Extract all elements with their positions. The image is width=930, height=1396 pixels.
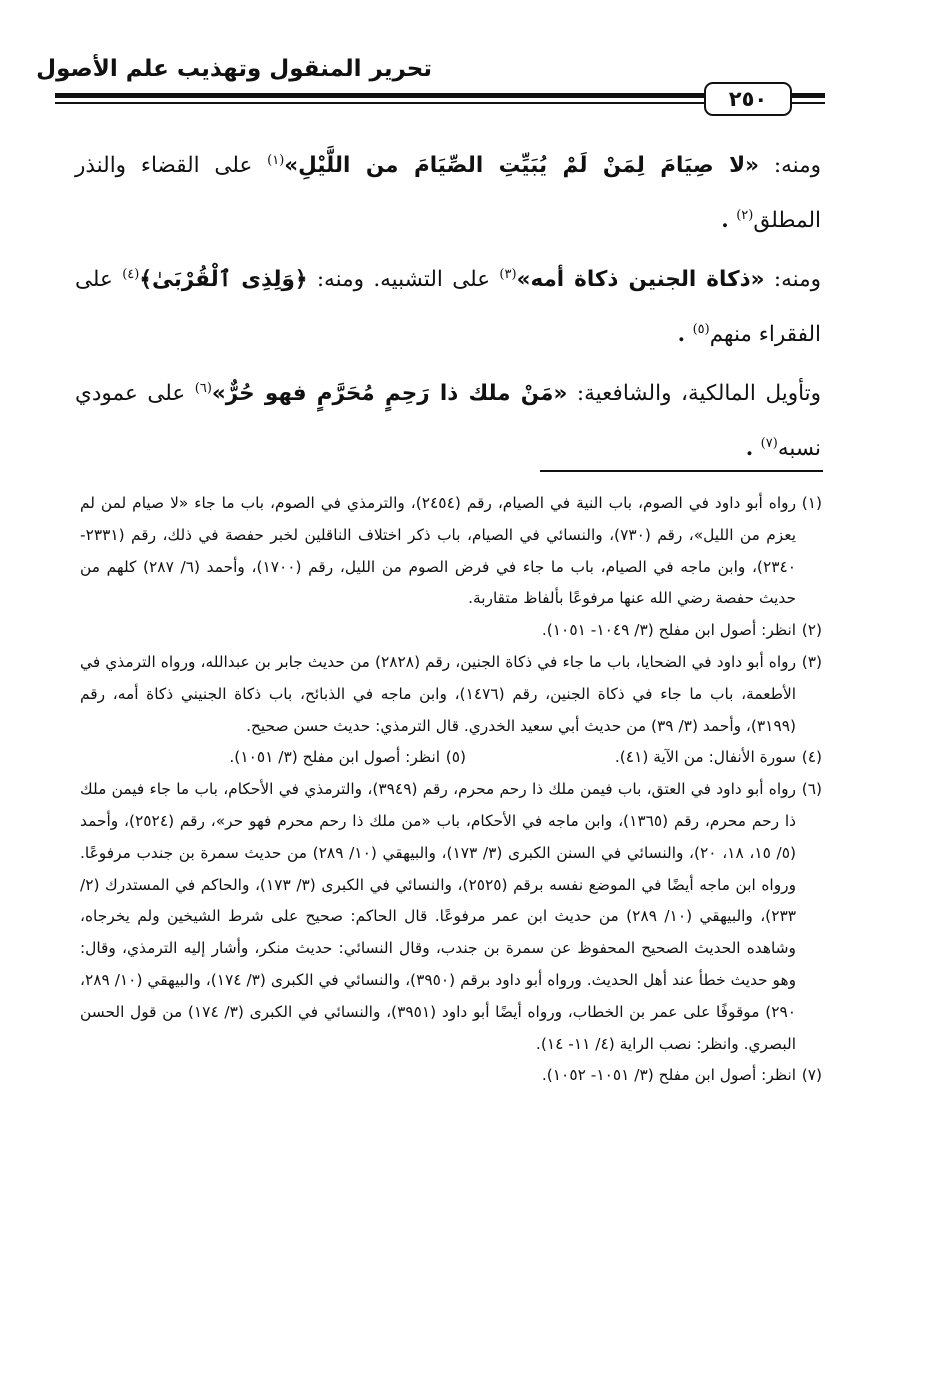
page-header	[0, 0, 930, 130]
p1-text: على القضاء والنذر المطلق	[75, 153, 821, 233]
p2-text-end: على الفقراء منهم	[75, 267, 821, 347]
footnote-ref-1[interactable]: (١)	[267, 152, 285, 168]
footnote-ref-4[interactable]: (٤)	[122, 266, 140, 282]
p2-quran-quote: ﴿وَلِذِى ٱلْقُرْبَىٰ﴾	[139, 267, 308, 292]
footnote-5	[80, 742, 466, 774]
main-text	[75, 138, 821, 480]
footnote-number: (٢)	[801, 621, 822, 640]
footnote-2	[80, 615, 822, 647]
footnote-ref-3[interactable]: (٣)	[499, 266, 517, 282]
p2-text-mid: على التشبيه. ومنه:	[307, 267, 500, 292]
footnote-text: رواه أبو داود في العتق، باب فيمن ملك ذا رحم محرم، رقم (٣٩٤٩)، والترمذي في الأحكام، باب ما جاء فيمن ملك ذا رحم محرم، رقم (١٣٦٥)، وابن ماجه في الأحكام، باب «من ملك ذا رحم محرم فهو حر»، رقم (٢٥٢٤)، وأحمد (٥/ ١٥، ١٨، ٢٠)، والنسائي في السنن الكبرى (٣/ ١٧٣)، والبيهقي (١٠/ ٢٨٩) من حديث سمرة بن جندب مرفوعًا. ورواه ابن ماجه أيضًا في الموضع نفسه برقم (٢٥٢٥)، والنسائي في الكبرى (٣/ ١٧٣)، والحاكم في المستدرك (٢/ ٢٣٣)، والبيهقي (١٠/ ٢٨٩) من حديث ابن عمر مرفوعًا. قال الحاكم: صحيح على شرط الشيخين ولم يخرجاه، وشاهده الحديث الصحيح المحفوظ عن سمرة بن جندب، وقال النسائي: حديث منكر، وأشار إليه الترمذي، وقال: وهو حديث خطأ عند أهل الحديث. ورواه أبو داود برقم (٣٩٥٠)، والنسائي في الكبرى (٣/ ١٧٤)، والبيهقي (١٠/ ٢٨٩، ٢٩٠) موقوفًا على عمر بن الخطاب، ورواه أيضًا أبو داود (٣٩٥١)، والنسائي في الكبرى (٣/ ١٧٤) من قول الحسن البصري. وانظر: نصب الراية (٤/ ١١- ١٤).	[80, 780, 797, 1053]
p3-prefix: وتأويل المالكية، والشافعية:	[567, 381, 822, 406]
footnotes	[80, 488, 822, 1092]
footnote-1	[80, 488, 822, 615]
footnote-number: (٤)	[801, 748, 822, 767]
footnote-separator	[540, 470, 823, 472]
footnote-number: (٦)	[801, 780, 822, 799]
page-number: ٢٥٠	[704, 82, 792, 116]
p2-end: .	[677, 322, 693, 347]
p1-end: .	[721, 208, 737, 233]
footnote-number: (٥)	[445, 748, 466, 767]
paragraph-2	[75, 252, 821, 362]
footnote-number: (٧)	[801, 1066, 822, 1085]
footnote-ref-7[interactable]: (٧)	[760, 435, 778, 451]
footnote-text: انظر: أصول ابن مفلح (٣/ ١٠٤٩- ١٠٥١).	[541, 621, 796, 640]
footnote-text: رواه أبو داود في الصوم، باب النية في الصيام، رقم (٢٤٥٤)، والترمذي في الصوم، باب ما جاء «لا صيام لمن لم يعزم من الليل»، رقم (٧٣٠)، والنسائي في الصيام، باب ذكر اختلاف الناقلين لخبر حفصة في ذلك، رقم (٢٣٣١- ٢٣٤٠)، وابن ماجه في الصيام، باب ما جاء في فرض الصوم من الليل، رقم (١٧٠٠)، وأحمد (٦/ ٢٨٧) كلهم من حديث حفصة رضي الله عنها مرفوعًا بألفاظ متقاربة.	[80, 494, 797, 608]
p2-prefix: ومنه:	[764, 267, 822, 292]
footnote-text: سورة الأنفال: من الآية (٤١).	[614, 748, 796, 767]
p1-hadith-quote: «لا صِيَامَ لِمَنْ لَمْ يُبَيِّتِ الصِّيَامَ من اللَّيْلِ»	[284, 153, 760, 178]
footnote-7	[80, 1060, 822, 1092]
footnote-text: انظر: أصول ابن مفلح (٣/ ١٠٥١).	[229, 748, 440, 767]
p2-hadith-quote: «ذكاة الجنين ذكاة أمه»	[516, 267, 765, 292]
footnote-6	[80, 774, 822, 1060]
footnote-text: رواه أبو داود في الضحايا، باب ما جاء في ذكاة الجنين، رقم (٢٨٢٨) من حديث جابر بن عبدالله، ورواه الترمذي في الأطعمة، باب ما جاء في ذكاة الجنين، رقم (١٤٧٦)، وابن ماجه في الذبائح، باب ذكاة الجنيني ذكاة أمه، رقم (٣١٩٩)، وأحمد (٣/ ٣٩) من حديث أبي سعيد الخدري. قال الترمذي: حديث حسن صحيح.	[80, 652, 797, 735]
p3-text: على عمودي نسبه	[75, 381, 821, 461]
footnote-ref-6[interactable]: (٦)	[194, 380, 212, 396]
paragraph-3	[75, 366, 821, 476]
footnote-ref-2[interactable]: (٢)	[736, 207, 754, 223]
running-title: تحرير المنقول وتهذيب علم الأصول	[36, 56, 432, 82]
p3-hadith-quote: «مَنْ ملك ذا رَحِمٍ مُحَرَّمٍ فهو حُرٌّ»	[211, 381, 568, 406]
footnote-row-4-5	[80, 742, 822, 774]
footnote-4	[466, 742, 822, 774]
p1-prefix: ومنه:	[759, 153, 821, 178]
footnote-text: انظر: أصول ابن مفلح (٣/ ١٠٥١- ١٠٥٢).	[541, 1066, 796, 1085]
p3-end: .	[745, 436, 761, 461]
footnote-number: (١)	[801, 494, 822, 512]
footnote-ref-5[interactable]: (٥)	[692, 321, 710, 337]
paragraph-1	[75, 138, 821, 248]
footnote-number: (٣)	[801, 652, 823, 671]
footnote-3	[80, 647, 822, 742]
